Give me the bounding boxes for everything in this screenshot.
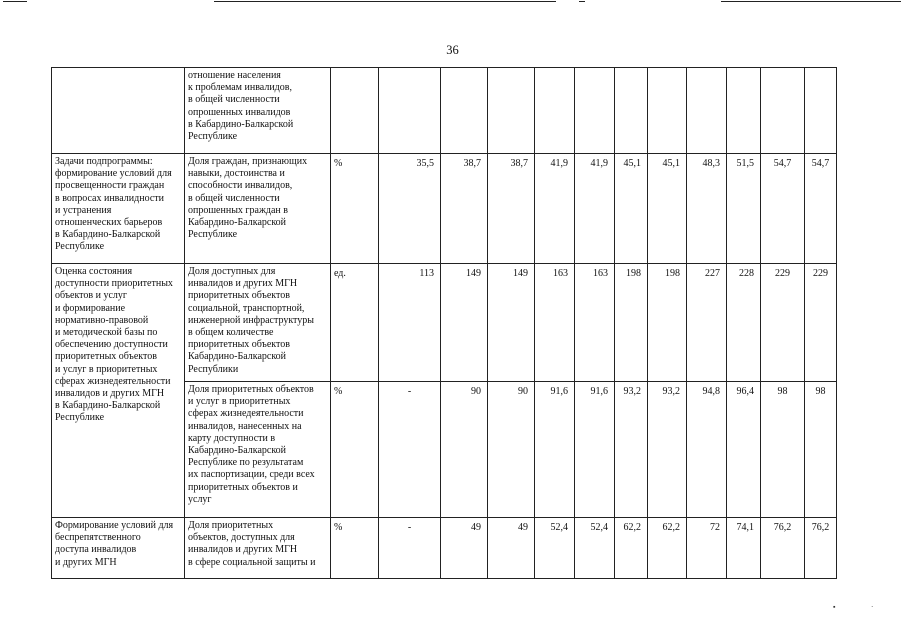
value-cell: 72 — [687, 518, 727, 579]
value-cell — [648, 68, 687, 154]
value-cell: - — [379, 382, 441, 518]
value-cell — [687, 68, 727, 154]
unit-cell — [331, 68, 379, 154]
scan-speck: · — [871, 603, 874, 611]
value-cell: 52,4 — [535, 518, 575, 579]
value-cell: 41,9 — [575, 154, 615, 264]
top-rule — [3, 1, 27, 2]
value-cell: 149 — [488, 264, 535, 382]
top-rule — [214, 1, 556, 2]
value-cell: 38,7 — [488, 154, 535, 264]
value-cell: 98 — [761, 382, 805, 518]
value-cell: 163 — [535, 264, 575, 382]
table-row — [52, 68, 837, 154]
value-cell: 76,2 — [805, 518, 837, 579]
value-cell: 229 — [761, 264, 805, 382]
value-cell: 228 — [727, 264, 761, 382]
value-cell: 51,5 — [727, 154, 761, 264]
task-cell: Оценка состояния доступности приоритетных объектов и услуг и формирование нормативно-правовой и методической базы по обеспечению доступности приоритетных объектов и услуг в приоритетных сферах жизнедеятельности инвалидов и других МГН в Кабардино-Балкарской Республике — [52, 264, 185, 518]
unit-cell: % — [331, 382, 379, 518]
value-cell: 227 — [687, 264, 727, 382]
value-cell: 90 — [488, 382, 535, 518]
indicator-cell: Доля граждан, признающих навыки, достоинства и способности инвалидов, в общей численности опрошенных граждан в Кабардино-Балкарской Республике — [185, 154, 331, 264]
table-row — [52, 154, 837, 264]
value-cell — [805, 68, 837, 154]
value-cell — [535, 68, 575, 154]
unit-cell: % — [331, 154, 379, 264]
value-cell: 149 — [441, 264, 488, 382]
value-cell — [615, 68, 648, 154]
value-cell: 93,2 — [648, 382, 687, 518]
value-cell: 93,2 — [615, 382, 648, 518]
value-cell — [727, 68, 761, 154]
value-cell — [488, 68, 535, 154]
value-cell: - — [379, 518, 441, 579]
task-cell: Задачи подпрограммы: формирование условий для просвещенности граждан в вопросах инвалидности и устранения отношенческих барьеров в Кабардино-Балкарской Республике — [52, 154, 185, 264]
indicator-cell: Доля доступных для инвалидов и других МГН приоритетных объектов социальной, транспортной, инженерной инфраструктуры в общем количестве приоритетных объектов Кабардино-Балкарской Республики — [185, 264, 331, 382]
value-cell: 38,7 — [441, 154, 488, 264]
value-cell: 90 — [441, 382, 488, 518]
indicators-table — [51, 67, 837, 579]
value-cell — [441, 68, 488, 154]
unit-cell: ед. — [331, 264, 379, 382]
table-row — [52, 264, 837, 382]
value-cell — [575, 68, 615, 154]
value-cell: 35,5 — [379, 154, 441, 264]
value-cell: 62,2 — [648, 518, 687, 579]
value-cell: 74,1 — [727, 518, 761, 579]
table-row — [52, 518, 837, 579]
value-cell: 62,2 — [615, 518, 648, 579]
value-cell: 48,3 — [687, 154, 727, 264]
value-cell: 49 — [441, 518, 488, 579]
value-cell: 98 — [805, 382, 837, 518]
value-cell: 229 — [805, 264, 837, 382]
indicator-cell: отношение населения к проблемам инвалидов, в общей численности опрошенных инвалидов в Кабардино-Балкарской Республике — [185, 68, 331, 154]
value-cell: 52,4 — [575, 518, 615, 579]
scan-speck: ▪ — [833, 603, 836, 611]
value-cell: 45,1 — [648, 154, 687, 264]
value-cell — [379, 68, 441, 154]
value-cell — [761, 68, 805, 154]
value-cell: 163 — [575, 264, 615, 382]
value-cell: 54,7 — [761, 154, 805, 264]
value-cell: 45,1 — [615, 154, 648, 264]
value-cell: 54,7 — [805, 154, 837, 264]
top-rule — [721, 1, 901, 2]
top-rule — [579, 1, 585, 2]
value-cell: 41,9 — [535, 154, 575, 264]
task-cell: Формирование условий для беспрепятственного доступа инвалидов и других МГН — [52, 518, 185, 579]
indicator-cell: Доля приоритетных объектов, доступных для инвалидов и других МГН в сфере социальной защиты и — [185, 518, 331, 579]
value-cell: 198 — [615, 264, 648, 382]
value-cell: 94,8 — [687, 382, 727, 518]
value-cell: 91,6 — [535, 382, 575, 518]
value-cell: 198 — [648, 264, 687, 382]
value-cell: 49 — [488, 518, 535, 579]
task-cell — [52, 68, 185, 154]
value-cell: 113 — [379, 264, 441, 382]
value-cell: 96,4 — [727, 382, 761, 518]
unit-cell: % — [331, 518, 379, 579]
page-number: 36 — [446, 43, 459, 57]
indicator-cell: Доля приоритетных объектов и услуг в приоритетных сферах жизнедеятельности инвалидов, нанесенных на карту доступности в Кабардино-Балкарской Республике по результатам их паспортизации, среди всех приоритетных объектов и услуг — [185, 382, 331, 518]
value-cell: 91,6 — [575, 382, 615, 518]
value-cell: 76,2 — [761, 518, 805, 579]
